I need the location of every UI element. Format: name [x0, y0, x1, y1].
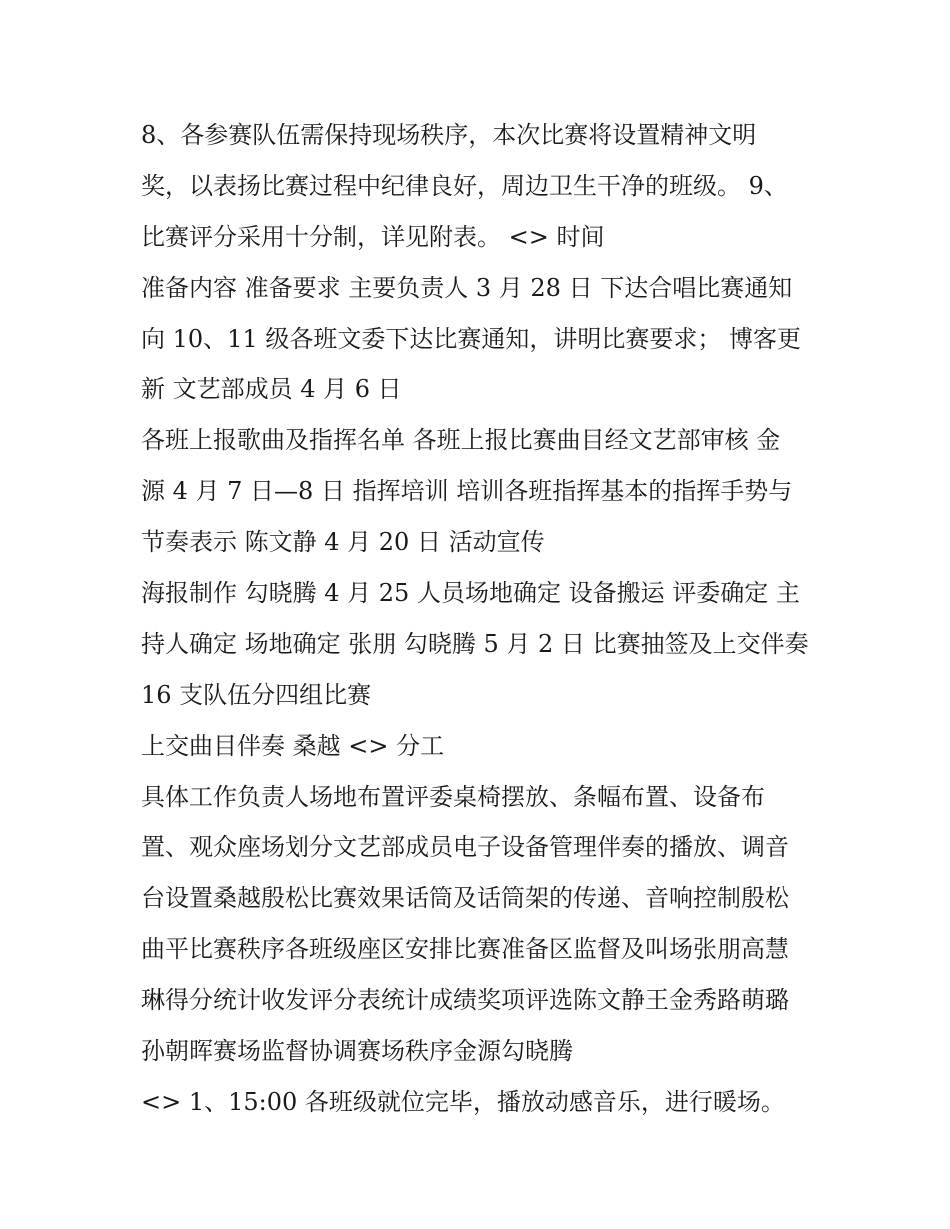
- text-line: 台设置桑越殷松比赛效果话筒及话筒架的传递、音响控制殷松: [141, 884, 789, 913]
- text-line: 琳得分统计收发评分表统计成绩奖项评选陈文静王金秀路萌璐: [141, 986, 789, 1015]
- document-body: [141, 110, 821, 1128]
- text-line: 比赛评分采用十分制，详见附表。 <> 时间: [141, 222, 605, 251]
- text-line: 源 4 月 7 日—8 日 指挥培训 培训各班指挥基本的指挥手势与: [141, 477, 793, 506]
- text-line: <> 1、15:00 各班级就位完毕，播放动感音乐，进行暖场。: [141, 1087, 785, 1116]
- text-line: 曲平比赛秩序各班级座区安排比赛准备区监督及叫场张朋高慧: [141, 935, 789, 964]
- text-line: 上交曲目伴奏 桑越 <> 分工: [141, 731, 445, 760]
- text-line: 孙朝晖赛场监督协调赛场秩序金源勾晓腾: [141, 1037, 573, 1066]
- text-line: 持人确定 场地确定 张朋 勾晓腾 5 月 2 日 比赛抽签及上交伴奏: [141, 629, 809, 658]
- text-line: 新 文艺部成员 4 月 6 日: [141, 375, 402, 404]
- text-line: 8、各参赛队伍需保持现场秩序，本次比赛将设置精神文明: [141, 121, 757, 149]
- text-line: 准备内容 准备要求 主要负责人 3 月 28 日 下达合唱比赛通知: [141, 273, 793, 302]
- text-line: 向 10、11 级各班文委下达比赛通知，讲明比赛要求； 博客更: [141, 324, 801, 353]
- text-line: 各班上报歌曲及指挥名单 各班上报比赛曲目经文艺部审核 金: [141, 426, 781, 455]
- text-line: 置、观众座场划分文艺部成员电子设备管理伴奏的播放、调音: [141, 833, 789, 862]
- text-line: 具体工作负责人场地布置评委桌椅摆放、条幅布置、设备布: [141, 782, 765, 811]
- text-line: 海报制作 勾晓腾 4 月 25 人员场地确定 设备搬运 评委确定 主: [141, 579, 800, 608]
- text-line: 奖，以表扬比赛过程中纪律良好，周边卫生干净的班级。 9、: [141, 171, 788, 200]
- text-line: 16 支队伍分四组比赛: [141, 680, 372, 709]
- text-line: 节奏表示 陈文静 4 月 20 日 活动宣传: [141, 528, 545, 557]
